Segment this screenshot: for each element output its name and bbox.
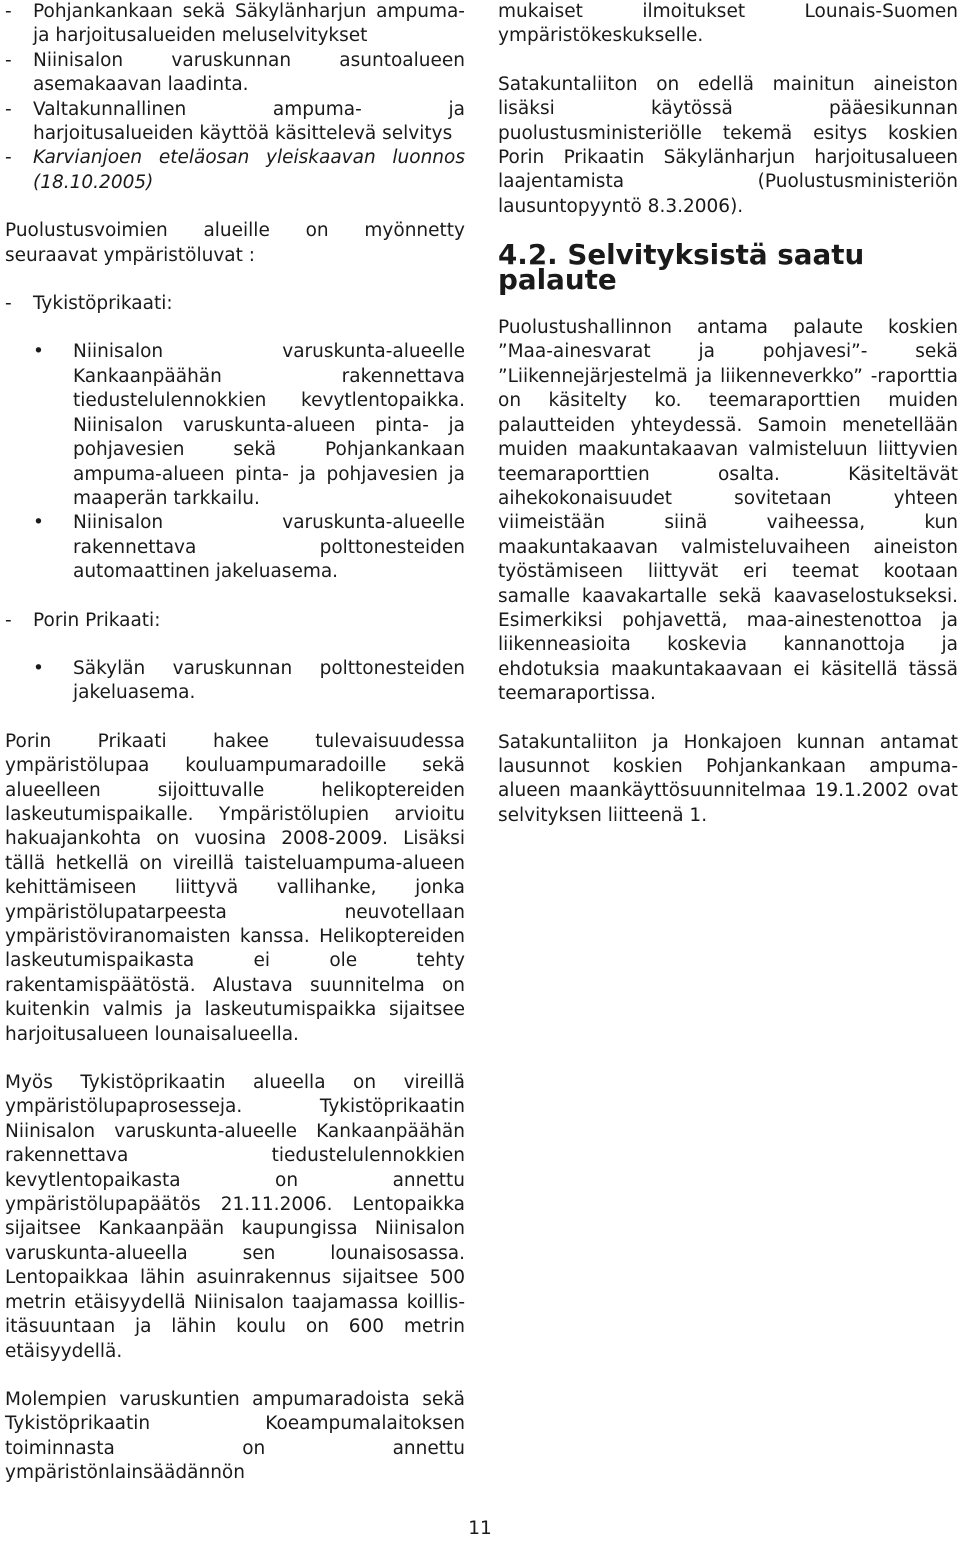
paragraph-molemmat: Molempien varuskuntien ampumaradoista sekä Tykistöprikaatin Koeampumalaitoksen toiminnasta on annettu ympäristönlainsäädännön — [5, 1388, 465, 1484]
dash-marker: - — [5, 609, 12, 631]
list-item-text: Niinisalon varuskunta-alueelle rakennettava polttonesteiden automaattinen jakeluasema. — [73, 512, 465, 583]
paragraph-continuation: mukaiset ilmoitukset Lounais-Suomen ympäristökeskukselle. — [498, 1, 958, 47]
paragraph-palaute: Puolustushallinnon antama palaute koskien ”Maa-ainesvarat ja pohjavesi”- sekä ”Liikennejärjestelmä ja liikenneverkko” -raporttia on käsitelty ko. teemaraporttien muiden palautteiden yhteydessä. Samoin menetellään muiden maakuntakaavan valmisteluun liittyvien teemaraporttien osalta. Käsiteltävät aihekokonaisuudet sovitetaan yhteen viimeistään siinä vaiheessa, kun maakuntakaavan valmisteluvaiheen aineiston työstämiseen liittyvät eri teemat kootaan samalle kaavakartalle sekä kaavaselostukseksi. Esimerkiksi pohjavettä, maa-ainestenottoa ja liikenneasioita koskevia kannanottoja ja ehdotuksia maakuntakaavaan ei käsitellä tässä teemaraportissa. — [498, 317, 958, 705]
paragraph-porin-prikaati: Porin Prikaati hakee tulevaisuudessa ympäristölupaa kouluampumaradoille sekä alueelleen sijoittuvalle helikoptereiden laskeutumispaikalle. Ympäristölupien arvioitu hakuajankohta on vuosina 2008-2009. Lisäksi tällä hetkellä on vireillä taisteluampuma-alueen kehittämiseen liittyvä vallihanke, jonka ympäristölupatarpeesta neuvotellaan ympäristöviranomaisten kanssa. Helikoptereiden laskeutumispaikasta ei ole tehty rakentamispäätöstä. Alustava suunnitelma on kuitenkin valmis ja laskeutumispaikka sijaitsee harjoitusalueen lounaisalueella. — [5, 730, 465, 1045]
list-item-text: Pohjankankaan sekä Säkylänharjun ampuma- ja harjoitusalueiden meluselvitykset — [33, 1, 465, 47]
porin-prikaati-heading — [5, 609, 465, 633]
dash-marker: - — [5, 98, 12, 120]
paragraph-satakuntaliitto: Satakuntaliiton on edellä mainitun aineiston lisäksi käytössä pääesikunnan puolustusministeriölle tekemä esitys koskien Porin Prikaatin Säkylänharjun harjoitusalueen laajentamista (Puolustusministeriön lausuntopyyntö 8.3.2006). — [498, 73, 958, 217]
porin-prikaati-permits-list — [5, 657, 465, 706]
dash-marker: - — [5, 49, 12, 71]
dash-marker: - — [5, 147, 12, 169]
list-item — [5, 49, 465, 98]
list-item — [5, 146, 465, 195]
tykistoprikaati-heading — [5, 292, 465, 316]
list-item-text: Niinisalon varuskunnan asuntoalueen asemakaavan laadinta. — [33, 49, 465, 96]
right-column — [498, 0, 958, 828]
paragraph-lausunnot: Satakuntaliiton ja Honkajoen kunnan antamat lausunnot koskien Pohjankankaan ampuma-alueen maankäyttösuunnitelmaa 19.1.2002 ovat selvityksen liitteenä 1. — [498, 731, 958, 826]
bullet-icon: • — [33, 657, 44, 679]
bullet-icon: • — [33, 341, 44, 363]
list-item-text: Niinisalon varuskunta-alueelle Kankaanpäähän rakennettava tiedustelulennokkien kevytlentopaikka. Niinisalon varuskunta-alueen pinta- ja pohjavesien sekä Pohjankankaan ampuma-alueen pinta- ja pohjavesien ja maaperän tarkkailu. — [73, 341, 465, 509]
list-item-text: Karvianjoen eteläosan yleiskaavan luonnos (18.10.2005) — [33, 147, 465, 193]
list-item-text: Säkylän varuskunnan polttonesteiden jakeluasema. — [73, 657, 465, 704]
page-number: 11 — [468, 1518, 492, 1539]
tykistoprikaati-label: Tykistöprikaati: — [33, 293, 173, 315]
permits-intro: Puolustusvoimien alueille on myönnetty seuraavat ympäristöluvat : — [5, 220, 465, 266]
paragraph-tykistoprikaati: Myös Tykistöprikaatin alueella on vireillä ympäristölupaprosesseja. Tykistöprikaatin Niinisalon varuskunta-alueelle Kankaanpäähän rakennettava tiedustelulennokkien kevytlentopaikasta on annettu ympäristölupapäätös 21.11.2006. Lentopaikka sijaitsee Kankaanpään kaupungissa Niinisalon varuskunta-alueella sen lounaisosassa. Lentopaikkaa lähin asuinrakennus sijaitsee 500 metrin etäisyydellä Niinisalon taajamassa koillis-itäsuuntaan ja lähin koulu on 600 metrin etäisyydellä. — [5, 1072, 465, 1362]
list-item-text: Valtakunnallinen ampuma- ja harjoitusalueiden käyttöä käsittelevä selvitys — [33, 98, 465, 145]
section-heading: 4.2. Selvityksistä saatu palaute — [498, 238, 865, 296]
tykistoprikaati-permits-list — [5, 340, 465, 584]
list-item — [5, 511, 465, 584]
dash-marker: - — [5, 1, 12, 22]
bullet-icon: • — [33, 512, 44, 534]
list-item — [5, 0, 465, 49]
list-item — [5, 657, 465, 706]
left-column — [5, 0, 465, 1486]
porin-prikaati-label: Porin Prikaati: — [33, 609, 161, 631]
list-item — [5, 98, 465, 147]
list-item — [5, 340, 465, 511]
dash-marker: - — [5, 293, 12, 315]
